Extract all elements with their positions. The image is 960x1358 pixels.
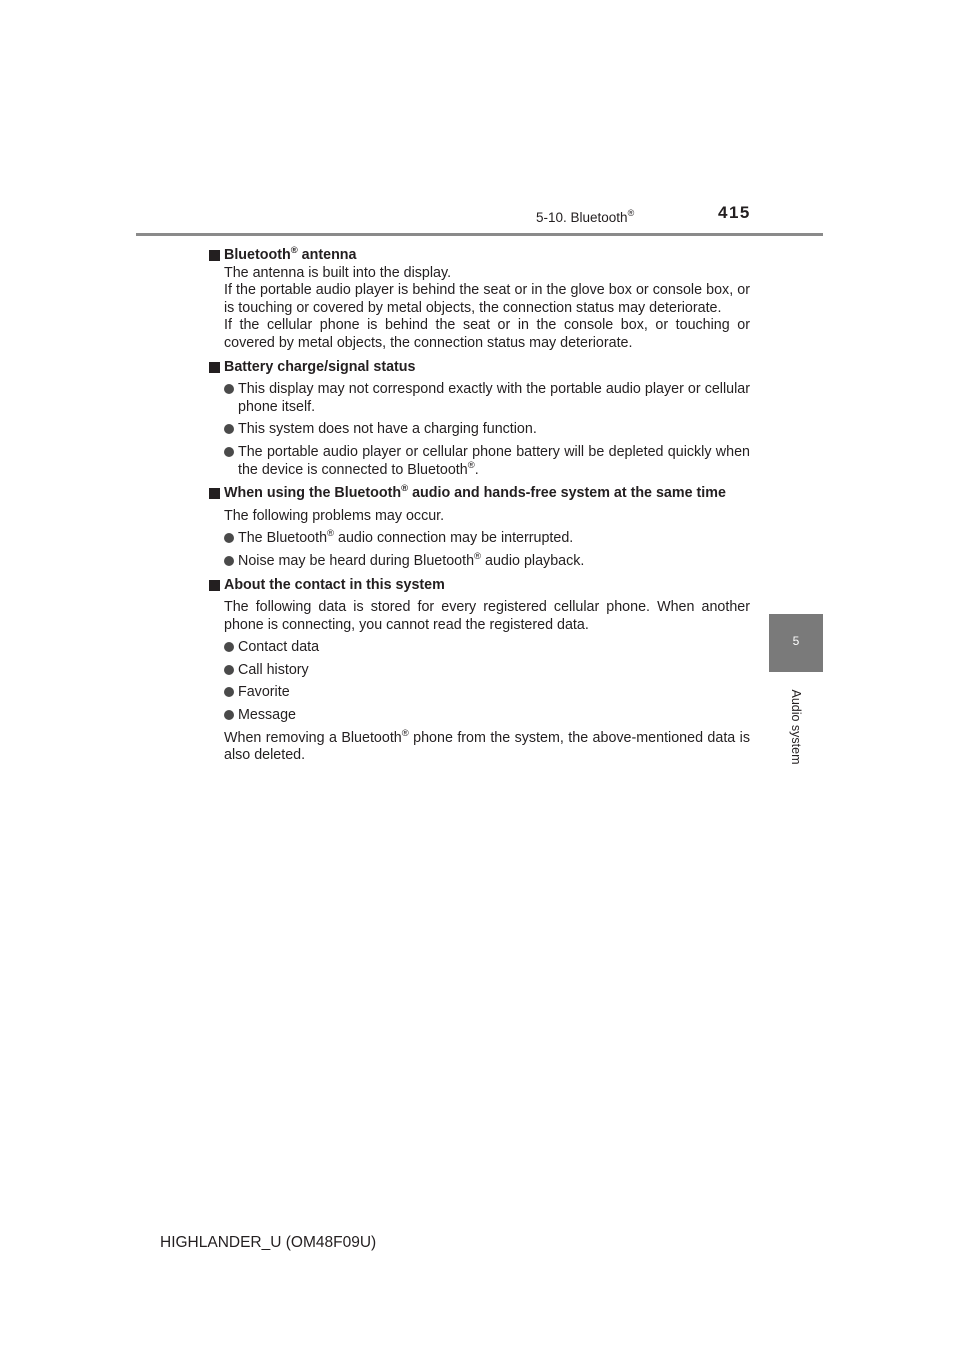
bullet-dot-icon bbox=[224, 384, 234, 394]
bullet-dot-icon bbox=[224, 642, 234, 652]
paragraph: The following data is stored for every registered cellular phone. When another phone is connecting, you cannot read the registered data. bbox=[224, 599, 750, 633]
list-item: Message bbox=[208, 707, 750, 725]
square-bullet-icon bbox=[209, 580, 220, 591]
bullet-dot-icon bbox=[224, 533, 234, 543]
bullet-dot-icon bbox=[224, 447, 234, 457]
chapter-label bbox=[769, 682, 823, 772]
square-bullet-icon bbox=[209, 250, 220, 261]
list-item: Noise may be heard during Bluetooth® audio playback. bbox=[208, 553, 750, 571]
list-item: This display may not correspond exactly with the portable audio player or cellular phone itself. bbox=[208, 381, 750, 416]
section-battery bbox=[208, 359, 750, 480]
footer-model-code: HIGHLANDER_U (OM48F09U) bbox=[160, 1234, 377, 1251]
chapter-number: 5 bbox=[792, 634, 800, 648]
section-simultaneous bbox=[208, 485, 750, 570]
paragraph: The antenna is built into the display. bbox=[224, 264, 452, 281]
bullet-dot-icon bbox=[224, 556, 234, 566]
section-title: 5-10. Bluetooth® bbox=[536, 208, 635, 225]
header-divider bbox=[136, 233, 823, 236]
list-item: Contact data bbox=[208, 639, 750, 657]
section-heading: About the contact in this system bbox=[208, 577, 750, 595]
list-item: Favorite bbox=[208, 684, 750, 702]
chapter-tab[interactable] bbox=[769, 614, 823, 672]
list-item: The portable audio player or cellular phone battery will be depleted quickly when the device is connected to Bluetooth®. bbox=[208, 444, 750, 479]
paragraph: If the portable audio player is behind the seat or in the glove box or console box, or is touching or covered by metal objects, the connection status may deteriorate. bbox=[224, 282, 750, 316]
section-heading: Battery charge/signal status bbox=[208, 359, 750, 377]
square-bullet-icon bbox=[209, 362, 220, 373]
section-contact bbox=[208, 577, 750, 765]
chapter-title: Audio system bbox=[789, 689, 803, 765]
paragraph: If the cellular phone is behind the seat or in the console box, or touching or covered by metal objects, the connection status may deteriorate. bbox=[224, 317, 750, 351]
page-content bbox=[208, 243, 750, 771]
list-item: This system does not have a charging function. bbox=[208, 421, 750, 439]
section-antenna bbox=[208, 247, 750, 353]
section-heading: Bluetooth® antenna bbox=[208, 247, 750, 265]
paragraph: When removing a Bluetooth® phone from the system, the above-mentioned data is also deleted. bbox=[224, 727, 750, 764]
bullet-dot-icon bbox=[224, 710, 234, 720]
bullet-dot-icon bbox=[224, 665, 234, 675]
bullet-dot-icon bbox=[224, 687, 234, 697]
page-number: 415 bbox=[718, 203, 751, 222]
square-bullet-icon bbox=[209, 488, 220, 499]
list-item: Call history bbox=[208, 662, 750, 680]
list-item: The Bluetooth® audio connection may be interrupted. bbox=[208, 530, 750, 548]
section-heading: When using the Bluetooth® audio and hands-free system at the same time bbox=[208, 485, 750, 503]
bullet-dot-icon bbox=[224, 424, 234, 434]
paragraph: The following problems may occur. bbox=[224, 507, 445, 524]
